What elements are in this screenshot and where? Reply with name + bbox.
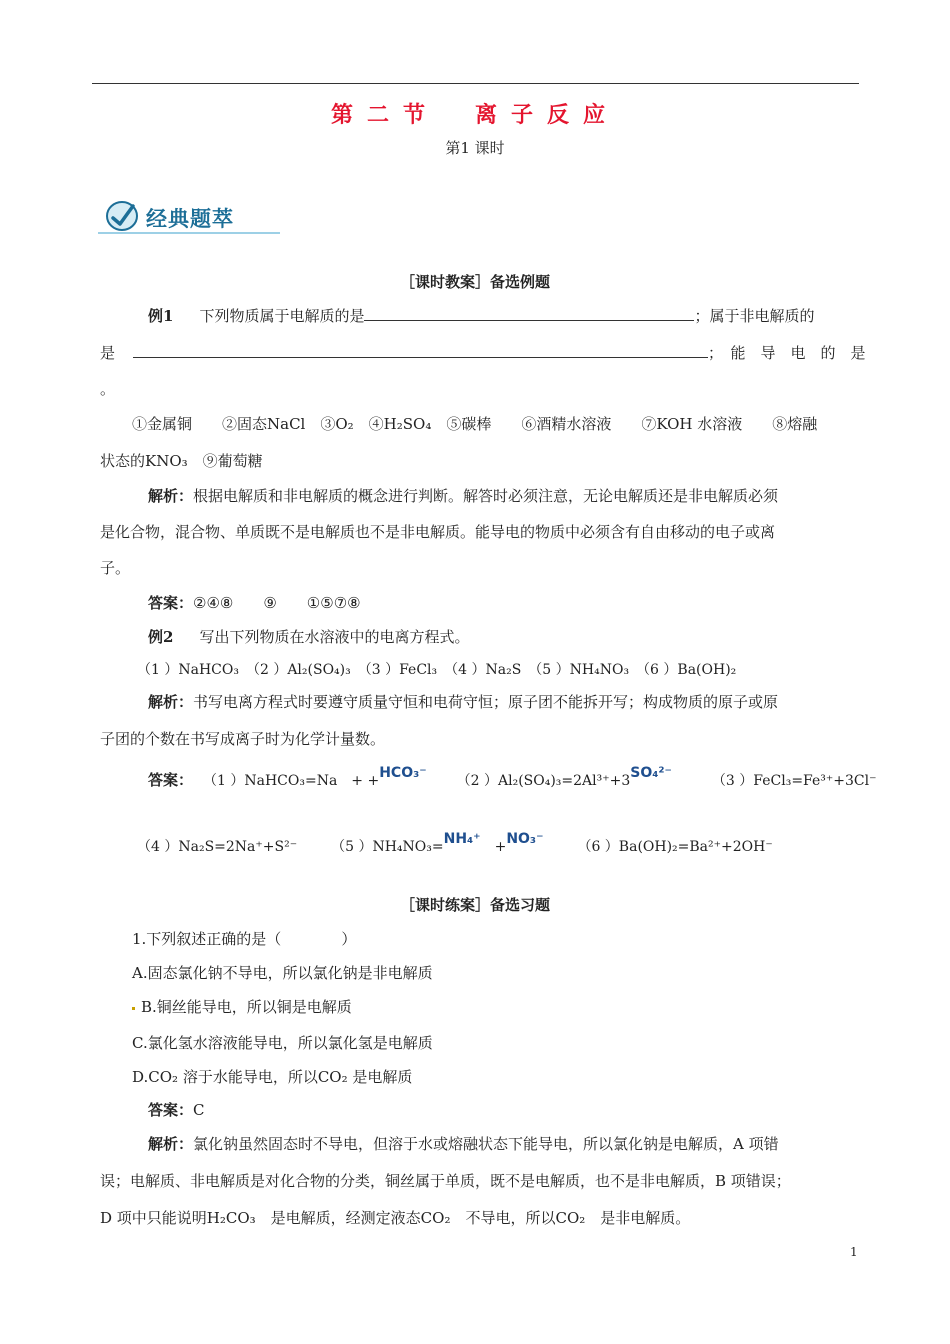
example2-text: 写出下列物质在水溶液中的电离方程式。 bbox=[199, 628, 470, 646]
example1-question-line2 bbox=[100, 342, 866, 363]
equation-2: （2 ）Al₂(SO₄)₃=2Al³⁺+3 bbox=[456, 773, 631, 789]
example1-text: 是 bbox=[100, 344, 116, 362]
question1-analysis-line2: 误；电解质、非电解质是对化合物的分类，铜丝属于单质，既不是电解质，也不是非电解质，B 项错误； bbox=[100, 1172, 791, 1190]
answer-blank-nonelectrolyte bbox=[133, 343, 708, 358]
question1-option-d: D.CO₂ 溶于水能导电，所以CO₂ 是电解质 bbox=[132, 1068, 413, 1086]
answer-label: 答案： bbox=[148, 594, 194, 612]
question1-answer bbox=[148, 1099, 205, 1120]
example1-analysis-line1 bbox=[148, 485, 778, 506]
section-heading-exercises: ［课时练案］备选习题 bbox=[399, 896, 550, 914]
pencil-check-icon bbox=[102, 198, 142, 234]
example1-text: 下列物质属于电解质的是 bbox=[199, 307, 365, 325]
answer-label: 答案： bbox=[148, 1101, 194, 1119]
analysis-label: 解析： bbox=[148, 693, 194, 711]
example2-analysis-line2: 子团的个数在书写成离子时为化学计量数。 bbox=[100, 730, 386, 748]
banner-underline bbox=[98, 232, 280, 234]
ammonium-ion-image: NH₄⁺ bbox=[443, 831, 481, 847]
analysis-text: 书写电离方程式时要遵守质量守恒和电荷守恒；原子团不能拆开写；构成物质的原子或原 bbox=[193, 693, 779, 711]
equation-3: （3 ）FeCl₃=Fe³⁺+3Cl⁻ bbox=[711, 773, 877, 789]
page-number: 1 bbox=[850, 1245, 858, 1259]
question1-analysis-line1 bbox=[148, 1133, 779, 1154]
question1-stem: 1.下列叙述正确的是（ ） bbox=[132, 930, 357, 948]
example1-label: 例1 bbox=[148, 307, 174, 325]
equation-4: （4 ）Na₂S=2Na⁺+S²⁻ bbox=[137, 839, 298, 855]
section-title: 第二节 离子反应 bbox=[330, 103, 619, 128]
equation-5: （5 ）NH₄NO₃= bbox=[331, 839, 444, 855]
section-heading-examples: ［课时教案］备选例题 bbox=[399, 273, 550, 291]
question1-option-a: A.固态氯化钠不导电，所以氯化钠是非电解质 bbox=[132, 964, 433, 982]
answer-label: 答案： bbox=[148, 771, 194, 789]
classic-problems-banner bbox=[98, 200, 280, 236]
analysis-label: 解析： bbox=[148, 1135, 194, 1153]
equation-1: （1 ）NaHCO₃=Na + + bbox=[203, 773, 380, 789]
example1-text: ；属于非电解质的 bbox=[694, 307, 815, 325]
question1-option-b bbox=[132, 996, 352, 1017]
example2-label: 例2 bbox=[148, 628, 174, 646]
example2-answer-line1 bbox=[148, 765, 877, 790]
example1-question-line1 bbox=[148, 305, 814, 326]
lesson-subtitle: 第1 课时 bbox=[445, 139, 505, 157]
sulfate-ion-image: SO₄²⁻ bbox=[630, 765, 672, 781]
question1-option-c: C.氯化氢水溶液能导电，所以氯化氢是电解质 bbox=[132, 1034, 433, 1052]
example1-answer bbox=[148, 592, 361, 613]
answer-blank-electrolyte bbox=[364, 306, 694, 321]
example1-question-end: 。 bbox=[100, 380, 116, 398]
example1-text: ； 能 导 电 的 是 bbox=[708, 344, 866, 362]
analysis-text: 氯化钠虽然固态时不导电，但溶于水或熔融状态下能导电，所以氯化钠是电解质，A 项错 bbox=[193, 1135, 779, 1153]
marker-dot bbox=[132, 1007, 135, 1010]
example2-items: （1 ）NaHCO₃ （2 ）Al₂(SO₄)₃ （3 ）FeCl₃ （4 ）Na₂S （5 ）NH₄NO₃ （6 ）Ba(OH)₂ bbox=[137, 662, 737, 678]
answer-text: ②④⑧ ⑨ ①⑤⑦⑧ bbox=[193, 594, 361, 612]
example2-answer-line2 bbox=[137, 831, 773, 856]
question1-analysis-line3: D 项中只能说明H₂CO₃ 是电解质，经测定液态CO₂ 不导电，所以CO₂ 是非电解质。 bbox=[100, 1209, 691, 1227]
plus-sign: + bbox=[494, 839, 507, 855]
bicarbonate-ion-image: HCO₃⁻ bbox=[379, 765, 427, 781]
example1-analysis-line2: 是化合物，混合物、单质既不是电解质也不是非电解质。能导电的物质中必须含有自由移动的电子或离 bbox=[100, 523, 776, 541]
example2-analysis-line1 bbox=[148, 691, 778, 712]
analysis-label: 解析： bbox=[148, 487, 194, 505]
option-b-text: B.铜丝能导电，所以铜是电解质 bbox=[141, 998, 352, 1016]
header-rule bbox=[92, 83, 859, 84]
example1-items-line2: 状态的KNO₃ ⑨葡萄糖 bbox=[100, 452, 263, 470]
example1-items-line1: ①金属铜 ②固态NaCl ③O₂ ④H₂SO₄ ⑤碳棒 ⑥酒精水溶液 ⑦KOH 水溶液 ⑧熔融 bbox=[132, 415, 818, 433]
equation-6: （6 ）Ba(OH)₂=Ba²⁺+2OH⁻ bbox=[577, 839, 773, 855]
banner-label: 经典题萃 bbox=[146, 207, 234, 231]
example1-analysis-line3: 子。 bbox=[100, 559, 131, 577]
example2-question bbox=[148, 626, 469, 647]
answer-text: C bbox=[193, 1101, 205, 1119]
analysis-text: 根据电解质和非电解质的概念进行判断。解答时必须注意，无论电解质还是非电解质必须 bbox=[193, 487, 779, 505]
nitrate-ion-image: NO₃⁻ bbox=[506, 831, 544, 847]
